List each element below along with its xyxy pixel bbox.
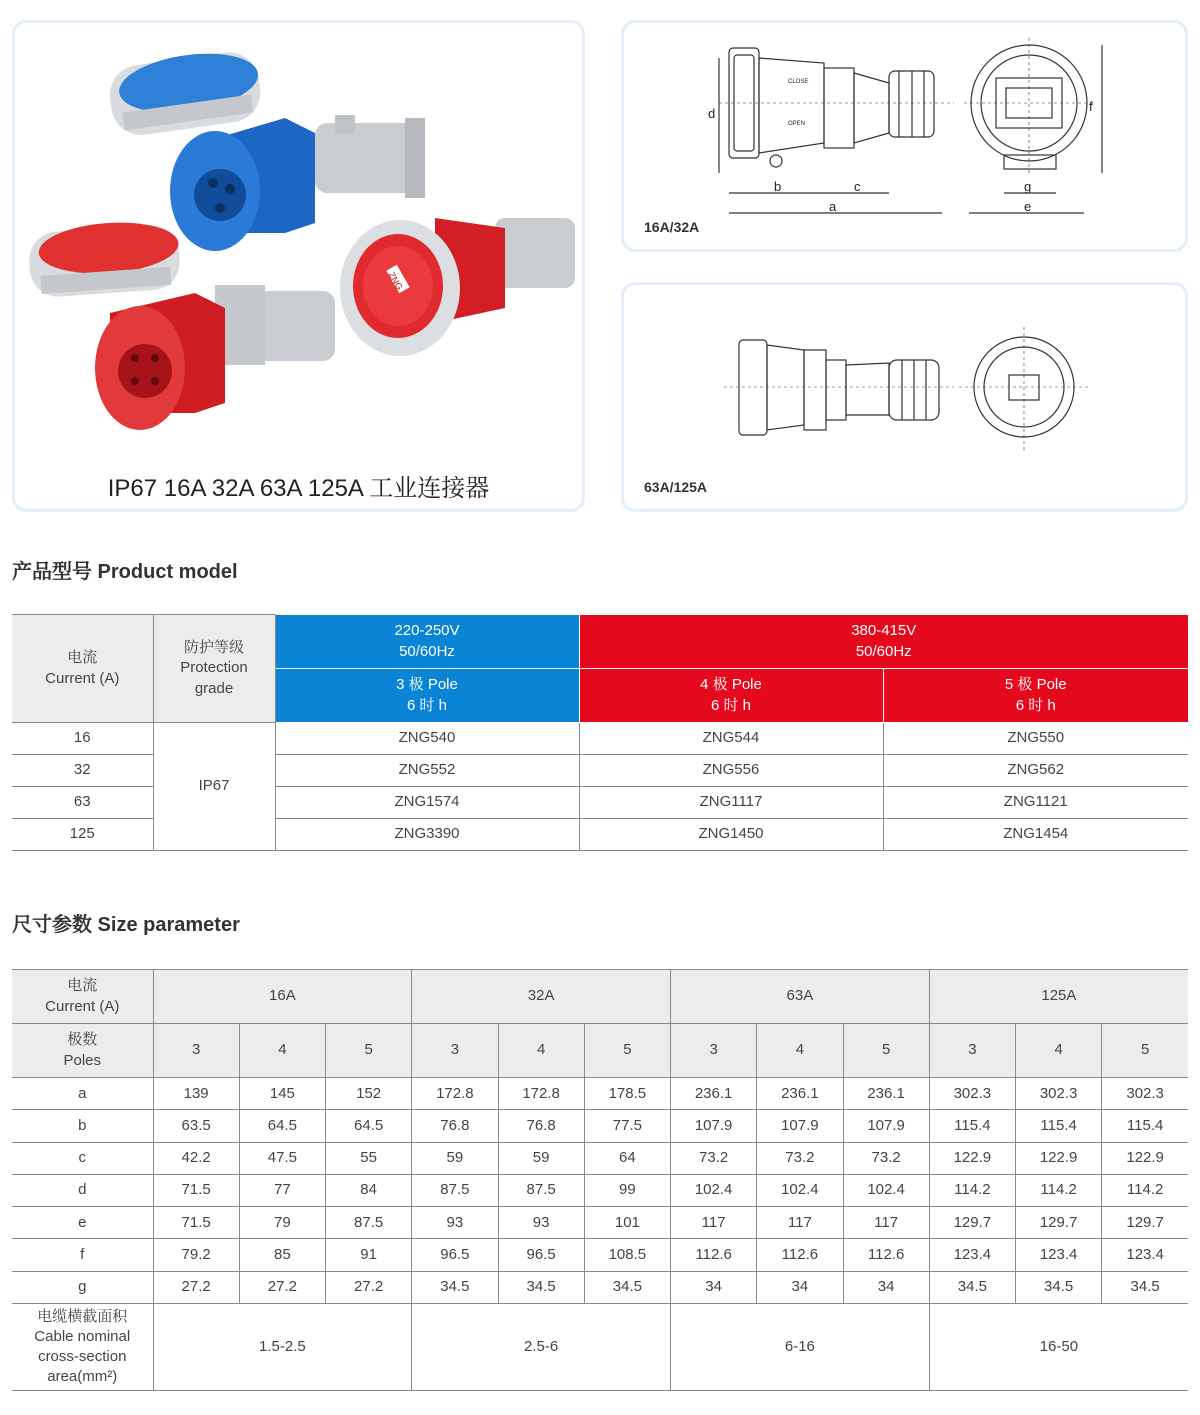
product-illustration [15, 23, 582, 463]
size-current-125a: 125A [929, 970, 1188, 1024]
dimension-value: 115.4 [929, 1110, 1015, 1142]
dimension-value: 102.4 [843, 1174, 929, 1206]
dimension-value: 34 [757, 1271, 843, 1303]
pole-count-cell: 3 [929, 1024, 1015, 1078]
table-row [12, 1207, 1188, 1239]
product-caption: IP67 16A 32A 63A 125A 工业连接器 [107, 475, 490, 502]
open-label: OPEN [788, 121, 806, 127]
dimension-value: 108.5 [584, 1239, 670, 1271]
table-row [12, 1271, 1188, 1303]
size-header-current: 电流 Current (A) [12, 970, 153, 1024]
dimension-value: 73.2 [843, 1142, 929, 1174]
dimension-value: 55 [326, 1142, 412, 1174]
header-pole-5: 5 极 Pole 6 时 h [883, 669, 1188, 723]
dim-label-d: d [708, 106, 716, 121]
size-header-poles: 极数 Poles [12, 1024, 153, 1078]
size-current-32a: 32A [412, 970, 671, 1024]
dimension-value: 129.7 [929, 1207, 1015, 1239]
dimension-value: 302.3 [929, 1078, 1015, 1110]
dimension-value: 87.5 [326, 1207, 412, 1239]
cable-value-16a: 1.5-2.5 [153, 1304, 412, 1391]
dimension-value: 96.5 [498, 1239, 584, 1271]
dimension-value: 123.4 [1102, 1239, 1188, 1271]
dimension-value: 107.9 [671, 1110, 757, 1142]
table-row [12, 1239, 1188, 1271]
dimension-value: 93 [498, 1207, 584, 1239]
dimension-value: 59 [498, 1142, 584, 1174]
dim-label-b: b [774, 179, 782, 194]
dimension-value: 34.5 [498, 1271, 584, 1303]
dimension-label: d [12, 1174, 153, 1206]
pole-count-cell: 3 [153, 1024, 239, 1078]
dimension-value: 27.2 [326, 1271, 412, 1303]
protection-value: IP67 [153, 723, 275, 851]
dimension-value: 77 [239, 1174, 325, 1206]
dimension-value: 76.8 [498, 1110, 584, 1142]
dimension-value: 34.5 [929, 1271, 1015, 1303]
dimension-value: 302.3 [1016, 1078, 1102, 1110]
dimension-value: 34 [671, 1271, 757, 1303]
dimension-value: 115.4 [1016, 1110, 1102, 1142]
dimension-value: 122.9 [1102, 1142, 1188, 1174]
drawing-card-16-32 [621, 20, 1188, 252]
header-voltage-220: 220-250V 50/60Hz [275, 615, 579, 669]
dim-label-f: f [1089, 99, 1093, 114]
dimension-value: 96.5 [412, 1239, 498, 1271]
dimension-value: 107.9 [843, 1110, 929, 1142]
dimension-value: 101 [584, 1207, 670, 1239]
dimension-value: 63.5 [153, 1110, 239, 1142]
dimension-value: 76.8 [412, 1110, 498, 1142]
dimension-label: a [12, 1078, 153, 1110]
dimension-value: 91 [326, 1239, 412, 1271]
header-pole-4: 4 极 Pole 6 时 h [579, 669, 883, 723]
pole-count-cell: 3 [412, 1024, 498, 1078]
dimension-value: 64 [584, 1142, 670, 1174]
dimension-value: 123.4 [1016, 1239, 1102, 1271]
dimension-value: 139 [153, 1078, 239, 1110]
dimension-value: 122.9 [929, 1142, 1015, 1174]
header-voltage-380: 380-415V 50/60Hz [579, 615, 1188, 669]
dimension-value: 117 [843, 1207, 929, 1239]
header-current: 电流 Current (A) [12, 615, 153, 723]
dimension-value: 87.5 [412, 1174, 498, 1206]
dimension-value: 73.2 [757, 1142, 843, 1174]
dimension-value: 87.5 [498, 1174, 584, 1206]
dimension-value: 85 [239, 1239, 325, 1271]
cable-value-63a: 6-16 [671, 1304, 930, 1391]
dimension-value: 117 [671, 1207, 757, 1239]
dimension-value: 152 [326, 1078, 412, 1110]
close-label: CLOSE [788, 79, 809, 85]
dimension-value: 34 [843, 1271, 929, 1303]
dimension-value: 114.2 [1016, 1174, 1102, 1206]
dimension-label: b [12, 1110, 153, 1142]
dim-label-g: g [1024, 179, 1032, 194]
dimension-value: 42.2 [153, 1142, 239, 1174]
table-row: 125 ZNG3390 ZNG1450 ZNG1454 [12, 819, 1188, 851]
table-row: 16 IP67 ZNG540 ZNG544 ZNG550 [12, 723, 1188, 755]
dimension-value: 102.4 [671, 1174, 757, 1206]
dimension-value: 112.6 [843, 1239, 929, 1271]
red-connector-illustration [27, 218, 335, 430]
dimension-value: 79.2 [153, 1239, 239, 1271]
dimension-value: 84 [326, 1174, 412, 1206]
header-protection: 防护等级 Protection grade [153, 615, 275, 723]
dimension-value: 99 [584, 1174, 670, 1206]
brand-logo: ZNG [386, 270, 405, 292]
dimension-value: 34.5 [1102, 1271, 1188, 1303]
dim-label-a: a [829, 199, 837, 214]
dimension-value: 236.1 [843, 1078, 929, 1110]
cable-value-125a: 16-50 [929, 1304, 1188, 1391]
dimension-value: 302.3 [1102, 1078, 1188, 1110]
dimension-value: 114.2 [929, 1174, 1015, 1206]
table-row [12, 1110, 1188, 1142]
dimension-value: 47.5 [239, 1142, 325, 1174]
dimension-value: 79 [239, 1207, 325, 1239]
pole-count-cell: 5 [326, 1024, 412, 1078]
red-straight-connector-illustration [340, 218, 575, 356]
dimension-value: 34.5 [1016, 1271, 1102, 1303]
header-pole-3: 3 极 Pole 6 时 h [275, 669, 579, 723]
dimension-value: 64.5 [239, 1110, 325, 1142]
cable-value-32a: 2.5-6 [412, 1304, 671, 1391]
dimension-value: 122.9 [1016, 1142, 1102, 1174]
pole-count-cell: 4 [498, 1024, 584, 1078]
dimension-value: 34.5 [412, 1271, 498, 1303]
table-row: 32 ZNG552 ZNG556 ZNG562 [12, 755, 1188, 787]
pole-count-cell: 3 [671, 1024, 757, 1078]
dimension-value: 34.5 [584, 1271, 670, 1303]
dimension-value: 123.4 [929, 1239, 1015, 1271]
dimension-label: e [12, 1207, 153, 1239]
technical-drawing-16-32 [624, 23, 1185, 249]
dimension-value: 64.5 [326, 1110, 412, 1142]
dimension-label: g [12, 1271, 153, 1303]
drawing-caption-16-32: 16A/32A [644, 219, 700, 235]
pole-count-cell: 5 [1102, 1024, 1188, 1078]
dimension-value: 71.5 [153, 1207, 239, 1239]
dimension-value: 129.7 [1016, 1207, 1102, 1239]
pole-count-cell: 4 [1016, 1024, 1102, 1078]
dimension-value: 93 [412, 1207, 498, 1239]
dimension-value: 145 [239, 1078, 325, 1110]
pole-count-cell: 5 [584, 1024, 670, 1078]
dimension-value: 112.6 [757, 1239, 843, 1271]
size-current-16a: 16A [153, 970, 412, 1024]
table-row: 63 ZNG1574 ZNG1117 ZNG1121 [12, 787, 1188, 819]
dimension-label: c [12, 1142, 153, 1174]
dimension-value: 71.5 [153, 1174, 239, 1206]
section-title-product-model: 产品型号 Product model [12, 561, 238, 583]
size-parameter-table [12, 969, 1188, 1391]
dimension-value: 114.2 [1102, 1174, 1188, 1206]
dimension-value: 236.1 [757, 1078, 843, 1110]
pole-count-cell: 5 [843, 1024, 929, 1078]
dimension-value: 77.5 [584, 1110, 670, 1142]
dim-label-e: e [1024, 199, 1032, 214]
dimension-value: 27.2 [153, 1271, 239, 1303]
dimension-value: 107.9 [757, 1110, 843, 1142]
dimension-value: 59 [412, 1142, 498, 1174]
technical-drawing-63-125 [624, 285, 1185, 509]
product-image-card [12, 20, 585, 512]
dimension-value: 115.4 [1102, 1110, 1188, 1142]
blue-connector-illustration [105, 46, 425, 251]
pole-count-cell: 4 [757, 1024, 843, 1078]
section-title-size-parameter: 尺寸参数 Size parameter [12, 914, 240, 936]
dimension-value: 236.1 [671, 1078, 757, 1110]
table-row [12, 1174, 1188, 1206]
drawing-caption-63-125: 63A/125A [644, 479, 708, 495]
dimension-value: 112.6 [671, 1239, 757, 1271]
dimension-value: 178.5 [584, 1078, 670, 1110]
dim-label-c: c [854, 179, 861, 194]
dimension-value: 117 [757, 1207, 843, 1239]
dimension-value: 102.4 [757, 1174, 843, 1206]
size-current-63a: 63A [671, 970, 930, 1024]
table-row [12, 1078, 1188, 1110]
dimension-value: 27.2 [239, 1271, 325, 1303]
dimension-value: 172.8 [412, 1078, 498, 1110]
drawing-card-63-125 [621, 282, 1188, 512]
pole-count-cell: 4 [239, 1024, 325, 1078]
dimension-value: 73.2 [671, 1142, 757, 1174]
dimension-label: f [12, 1239, 153, 1271]
dimension-value: 129.7 [1102, 1207, 1188, 1239]
dimension-value: 172.8 [498, 1078, 584, 1110]
product-model-table [12, 614, 1188, 851]
table-row [12, 1142, 1188, 1174]
cable-header: 电缆横截面积 Cable nominal cross-section area(mm²) [12, 1304, 153, 1391]
